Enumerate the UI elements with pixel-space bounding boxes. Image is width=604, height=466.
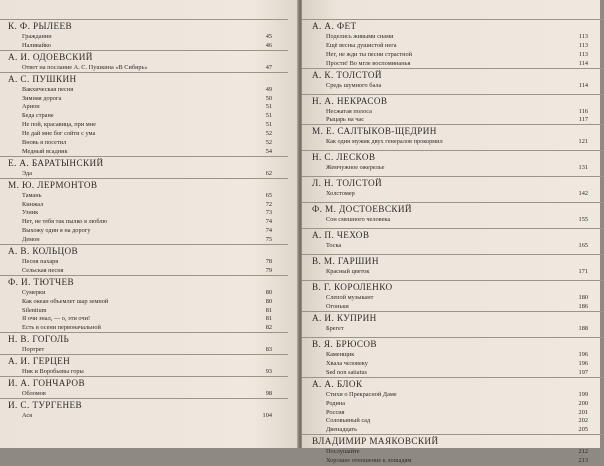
work-title: Рыцарь на час	[326, 116, 364, 124]
work-title: Жемчужное ожерелье	[326, 164, 385, 172]
page-number: 155	[578, 216, 588, 224]
toc-entry	[8, 130, 272, 139]
work-title: Прости! Во мгле воспоминанья	[326, 59, 411, 67]
page-number: 196	[578, 360, 588, 368]
work-title: Двенадцать	[326, 426, 358, 434]
work-title: Медный всадник	[22, 147, 68, 155]
work-title: Не пой, красавица, при мне	[22, 121, 96, 129]
toc-entry	[8, 139, 272, 148]
page-number: 202	[578, 417, 588, 425]
page-number: 213	[578, 457, 588, 465]
page-number: 51	[265, 112, 272, 120]
author-heading: В. Г. КОРОЛЕНКО	[312, 281, 588, 294]
page-number: 74	[265, 227, 272, 235]
work-title: Есть в осени первоначальной	[22, 324, 101, 332]
toc-entry	[8, 103, 272, 112]
work-title: Узник	[22, 209, 39, 217]
page-number: 83	[265, 346, 272, 354]
work-title: Тамань	[22, 191, 42, 199]
toc-entry	[312, 351, 588, 360]
page-number: 212	[578, 448, 588, 456]
page-number: 52	[265, 139, 272, 147]
author-heading: А. П. ЧЕХОВ	[312, 229, 588, 242]
page-number: 200	[578, 399, 588, 407]
author-heading: А. К. ТОЛСТОЙ	[312, 69, 588, 82]
work-title: Беда стране	[22, 112, 54, 120]
page-number: 113	[578, 33, 588, 40]
work-title: Хвала человеку	[326, 360, 368, 368]
toc-entry	[312, 51, 588, 60]
toc-entry	[312, 391, 588, 400]
author-heading: Н. В. ГОГОЛЬ	[8, 333, 272, 346]
page-number: 51	[265, 121, 272, 129]
author-heading: А. И. КУПРИН	[312, 312, 588, 325]
toc-entry	[8, 258, 272, 267]
page-number: 80	[265, 288, 272, 296]
work-title: Брегет	[326, 325, 344, 333]
work-title: Поделись живыми снами	[326, 33, 394, 40]
author-heading: ВЛАДИМИР МАЯКОВСКИЙ	[312, 435, 588, 448]
toc-entry	[312, 409, 588, 418]
page-number: 49	[265, 85, 272, 93]
page-number: 114	[578, 59, 588, 67]
page-number: 117	[578, 116, 588, 124]
work-title: Нет, не тебя так пылко я люблю	[22, 218, 108, 226]
work-title: Сумерки	[22, 288, 46, 296]
work-title: Зимняя дорога	[22, 94, 62, 102]
page-number: 131	[578, 164, 588, 172]
right-page	[302, 0, 600, 465]
author-heading: А. А. ФЕТ	[312, 20, 588, 33]
work-title: Хорошее отношение к лошадям	[326, 457, 412, 465]
work-title: Sed non satiatus	[326, 368, 367, 376]
toc-entry	[8, 95, 272, 104]
work-title: Ник и Воробьевы горы	[22, 368, 84, 376]
page-number: 62	[265, 169, 272, 177]
work-title: Эда	[22, 169, 32, 177]
page-number: 114	[578, 81, 588, 89]
author-heading: Ф. М. ДОСТОЕВСКИЙ	[312, 203, 588, 216]
page-number: 45	[265, 33, 272, 40]
page-number: 201	[578, 408, 588, 416]
left-table-of-contents	[8, 20, 272, 421]
page-number: 116	[578, 107, 588, 115]
page-number: 196	[578, 351, 588, 359]
work-title: Каменщик	[326, 351, 355, 359]
toc-entry	[8, 112, 272, 121]
work-title: Нет, не жди ты песни страстной	[326, 50, 412, 58]
page-number: 81	[265, 306, 272, 314]
work-title: Наливайко	[22, 41, 51, 49]
toc-entry	[312, 448, 588, 457]
page-number: 197	[578, 368, 588, 376]
work-title: Родина	[326, 399, 346, 407]
work-title: Стихи о Прекрасной Даме	[326, 390, 397, 398]
toc-entry	[8, 33, 272, 42]
work-title: Слепой музыкант	[326, 294, 374, 302]
page-number: 52	[265, 130, 272, 138]
work-title: Я очи знал, — о, эти очи!	[22, 315, 91, 323]
author-heading: М. Ю. ЛЕРМОНТОВ	[8, 179, 272, 192]
page-number: 78	[265, 258, 272, 266]
toc-entry	[312, 360, 588, 369]
toc-entry	[8, 218, 272, 227]
work-title: Ответ на послание А. С. Пушкина «В Сибирь»	[22, 63, 148, 71]
toc-entry	[8, 192, 272, 201]
toc-entry	[312, 33, 588, 42]
page-number: 165	[578, 242, 588, 250]
author-heading: В. М. ГАРШИН	[312, 255, 588, 268]
author-heading: А. В. КОЛЬЦОВ	[8, 245, 272, 258]
work-title: Несжатая полоса	[326, 107, 372, 115]
page-number: 81	[265, 315, 272, 323]
work-title: Ещё весны душистой нега	[326, 41, 397, 49]
work-title: Вакхическая песня	[22, 85, 74, 93]
work-title: Россия	[326, 408, 345, 416]
author-heading: И. С. ТУРГЕНЕВ	[8, 399, 272, 412]
page-number: 188	[578, 325, 588, 333]
page-number: 50	[265, 94, 272, 102]
page-number: 75	[265, 236, 272, 244]
page-number: 104	[262, 411, 272, 419]
author-heading: А. С. ПУШКИН	[8, 73, 272, 86]
page-number: 74	[265, 218, 272, 226]
toc-entry	[8, 307, 272, 316]
page-number: 98	[265, 390, 272, 398]
work-title: Как один мужик двух генералов прокормил	[326, 138, 443, 146]
work-title: Не дай мне бог сойти с ума	[22, 130, 96, 138]
work-title: Средь шумного бала	[326, 81, 382, 89]
work-title: Красный цветок	[326, 268, 370, 276]
work-title: Кинжал	[22, 200, 44, 208]
work-title: Обломов	[22, 390, 46, 398]
toc-entry	[8, 289, 272, 298]
author-heading: Е. А. БАРАТЫНСКИЙ	[8, 157, 272, 170]
page-number: 199	[578, 390, 588, 398]
work-title: Холстомер	[326, 190, 355, 198]
author-heading: А. И. ГЕРЦЕН	[8, 355, 272, 368]
page-number: 80	[265, 297, 272, 305]
work-title: Сон смешного человека	[326, 216, 391, 224]
author-heading: М. Е. САЛТЫКОВ-ЩЕДРИН	[312, 125, 588, 138]
page-number: 54	[265, 147, 272, 155]
page-number: 79	[265, 266, 272, 274]
work-title: Соловьиный сад	[326, 417, 371, 425]
toc-entry	[312, 457, 588, 466]
toc-entry	[8, 201, 272, 210]
toc-entry	[8, 209, 272, 218]
toc-entry	[312, 294, 588, 303]
work-title: Сельская песня	[22, 266, 64, 274]
toc-entry	[8, 315, 272, 324]
page-number: 93	[265, 368, 272, 376]
toc-entry	[8, 86, 272, 95]
page-number: 205	[578, 426, 588, 434]
work-title: Silentium	[22, 306, 47, 314]
work-title: Ася	[22, 411, 33, 419]
page-number: 142	[578, 190, 588, 198]
toc-entry	[312, 42, 588, 51]
work-title: Огоньки	[326, 303, 349, 311]
toc-entry	[8, 121, 272, 130]
page-number: 51	[265, 103, 272, 111]
toc-entry	[312, 417, 588, 426]
work-title: Тоска	[326, 242, 342, 250]
toc-entry	[8, 298, 272, 307]
author-heading: Л. Н. ТОЛСТОЙ	[312, 177, 588, 190]
work-title: Гражданин	[22, 33, 52, 40]
page-number: 47	[265, 63, 272, 71]
author-heading: К. Ф. РЫЛЕЕВ	[8, 20, 272, 33]
right-table-of-contents	[312, 20, 588, 466]
page-number: 72	[265, 200, 272, 208]
toc-entry	[312, 400, 588, 409]
page-number: 180	[578, 294, 588, 302]
author-heading: А. А. БЛОК	[312, 378, 588, 391]
page-number: 121	[578, 138, 588, 146]
page-number: 113	[578, 50, 588, 58]
work-title: Выхожу один я на дорогу	[22, 227, 91, 235]
work-title: Портрет	[22, 346, 45, 354]
work-title: Арион	[22, 103, 40, 111]
author-heading: Н. А. НЕКРАСОВ	[312, 95, 588, 108]
toc-entry	[8, 412, 272, 421]
left-page	[0, 0, 298, 448]
work-title: Демон	[22, 236, 40, 244]
author-heading: А. И. ОДОЕВСКИЙ	[8, 51, 272, 64]
author-heading: И. А. ГОНЧАРОВ	[8, 377, 272, 390]
page-number: 113	[578, 41, 588, 49]
work-title: Песня пахаря	[22, 258, 59, 266]
work-title: Послушайте	[326, 448, 360, 456]
page-number: 186	[578, 303, 588, 311]
work-title: Как океан объемлет шар земной	[22, 297, 109, 305]
page-number: 82	[265, 324, 272, 332]
work-title: Вновь я посетил	[22, 139, 67, 147]
page-number: 46	[265, 41, 272, 49]
toc-entry	[8, 227, 272, 236]
toc-entry	[312, 108, 588, 117]
page-number: 65	[265, 191, 272, 199]
author-heading: В. Я. БРЮСОВ	[312, 338, 588, 351]
author-heading: Н. С. ЛЕСКОВ	[312, 151, 588, 164]
page-number: 73	[265, 209, 272, 217]
page-number: 171	[578, 268, 588, 276]
author-heading: Ф. И. ТЮТЧЕВ	[8, 276, 272, 289]
